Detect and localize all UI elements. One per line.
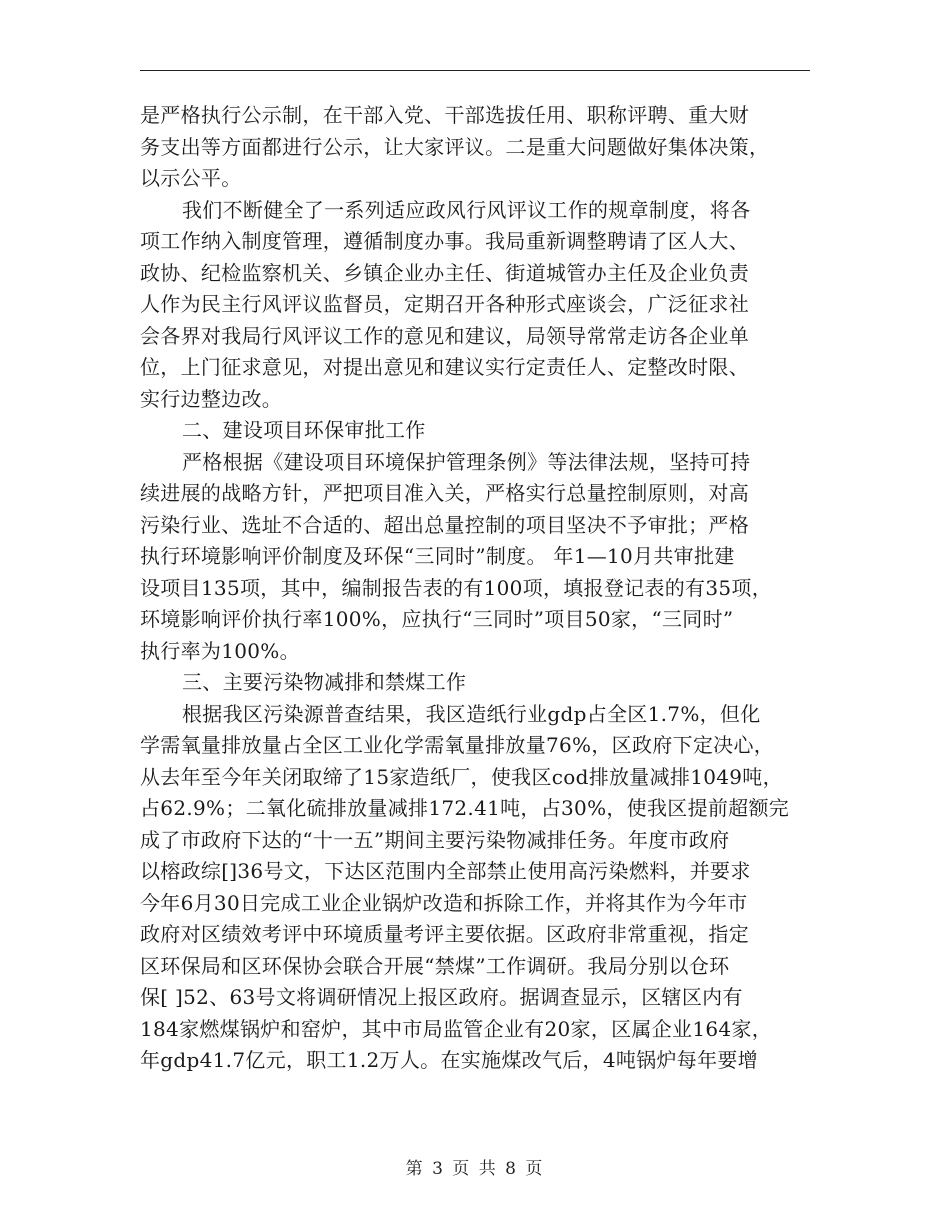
text-line: 位，上门征求意见，对提出意见和建议实行定责任人、定整改时限、 — [140, 355, 749, 379]
header-rule — [140, 70, 810, 71]
text-line: 人作为民主行风评议监督员，定期召开各种形式座谈会，广泛征求社 — [140, 292, 749, 316]
text-line: 保[ ]52、63号文将调研情况上报区政府。据调查显示，区辖区内有 — [140, 985, 743, 1009]
text-line: 区环保局和区环保协会联合开展“禁煤”工作调研。我局分别以仓环 — [140, 953, 730, 978]
text-line: 我们不断健全了一系列适应政风行风评议工作的规章制度，将各 — [182, 197, 751, 222]
text-line: 设项目135项，其中，编制报告表的有100项，填报登记表的有35项， — [140, 575, 772, 600]
text-line: 实行边整边改。 — [140, 386, 283, 411]
document-body — [140, 100, 810, 1077]
text-line: 会各界对我局行风评议工作的意见和建议，局领导常常走访各企业单 — [140, 323, 749, 348]
text-line: 三、主要污染物减排和禁煤工作 — [182, 670, 467, 694]
text-line: 项工作纳入制度管理，遵循制度办事。我局重新调整聘请了区人大、 — [140, 229, 749, 253]
text-line: 从去年至今年关闭取缔了15家造纸厂，使我区cod排放量减排1049吨， — [140, 764, 783, 789]
text-line: 环境影响评价执行率100%，应执行“三同时”项目50家，“三同时” — [140, 607, 734, 631]
text-line: 是严格执行公示制，在干部入党、干部选拔任用、职称评聘、重大财 — [140, 103, 749, 127]
text-line: 学需氧量排放量占全区工业化学需氧量排放量76%，区政府下定决心， — [140, 733, 775, 757]
text-line: 严格根据《建设项目环境保护管理条例》等法律法规，坚持可持 — [182, 449, 751, 474]
text-line: 以榕政综[]36号文，下达区范围内全部禁止使用高污染燃料，并要求 — [140, 859, 751, 883]
text-line: 务支出等方面都进行公示，让大家评议。二是重大问题做好集体决策， — [140, 134, 770, 159]
text-line: 执行环境影响评价制度及环保“三同时”制度。 年1—10月共审批建 — [140, 544, 735, 568]
text-line: 184家燃煤锅炉和窑炉，其中市局监管企业有20家，区属企业164家， — [140, 1016, 772, 1041]
page-number-footer: 第 3 页 共 8 页 — [405, 1159, 545, 1179]
text-line: 执行率为100%。 — [140, 638, 300, 663]
text-line: 二、建设项目环保审批工作 — [182, 418, 426, 442]
text-line: 今年6月30日完成工业企业锅炉改造和拆除工作，并将其作为今年市 — [140, 890, 748, 915]
text-line: 续进展的战略方针，严把项目准入关，严格实行总量控制原则，对高 — [140, 481, 749, 505]
text-line: 根据我区污染源普查结果，我区造纸行业gdp占全区1.7%，但化 — [182, 701, 761, 726]
text-line: 占62.9%；二氧化硫排放量减排172.41吨，占30%，使我区提前超额完 — [140, 796, 790, 820]
text-line: 成了市政府下达的“十一五”期间主要污染物减排任务。年度市政府 — [140, 827, 730, 852]
text-line: 以示公平。 — [140, 166, 242, 190]
text-line: 政府对区绩效考评中环境质量考评主要依据。区政府非常重视，指定 — [140, 922, 749, 946]
text-line: 污染行业、选址不合适的、超出总量控制的项目坚决不予审批；严格 — [140, 512, 749, 537]
text-line: 政协、纪检监察机关、乡镇企业办主任、街道城管办主任及企业负责 — [140, 260, 749, 285]
text-line: 年gdp41.7亿元，职工1.2万人。在实施煤改气后，4吨锅炉每年要增 — [140, 1048, 758, 1072]
